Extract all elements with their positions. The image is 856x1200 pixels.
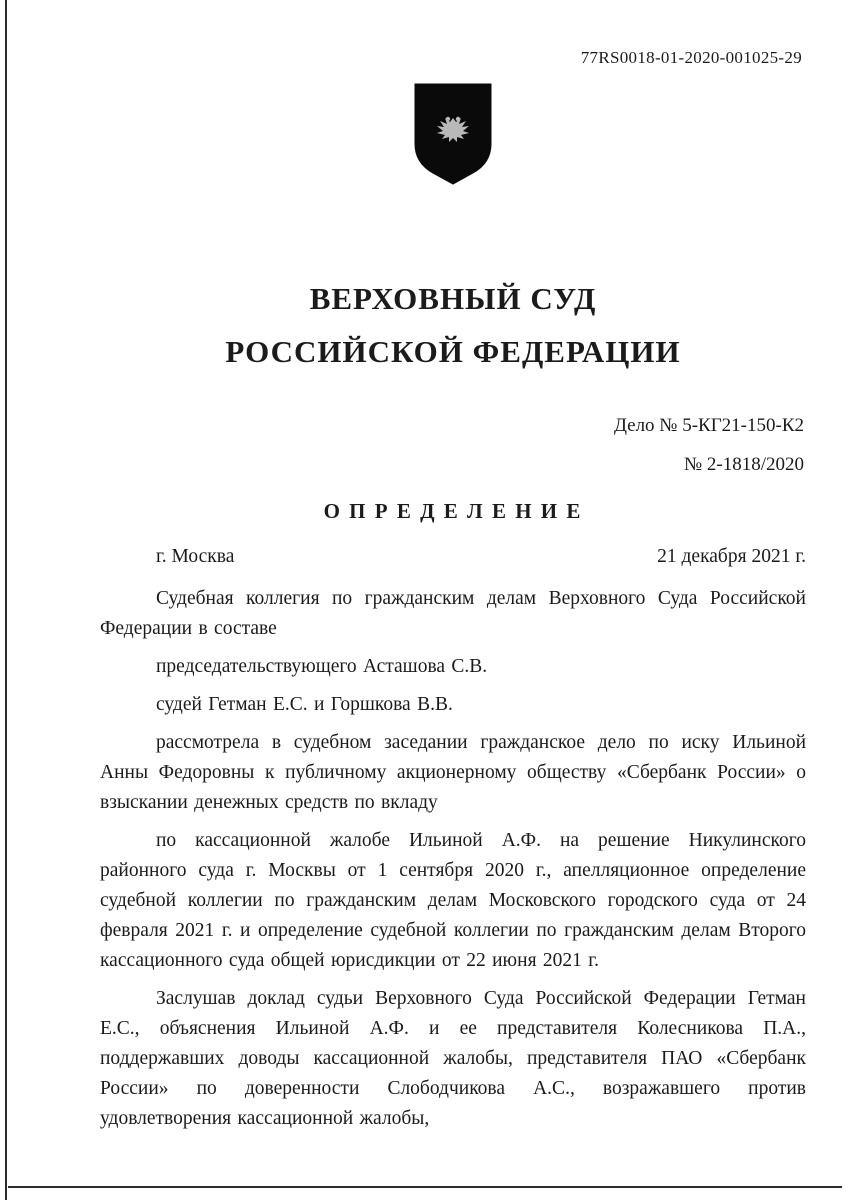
date-label: 21 декабря 2021 г. xyxy=(657,545,806,567)
body-paragraph: Судебная коллегия по гражданским делам Верховного Суда Российской Федерации в составе xyxy=(100,587,806,639)
body-paragraph: Заслушав доклад судьи Верховного Суда Российской Федерации Гетман Е.С., объяснения Ильиной А.Ф. и ее представителя Колесникова П.А., поддержавших доводы кассационной жалобы, представителя ПАО «Сбербанк России» по доверенности Слободчикова А.С., возражавшего против удовлетворения кассационной жалобы, xyxy=(100,987,806,1129)
body-paragraph: председательствующего Асташова С.В. xyxy=(156,655,488,677)
body-paragraph: по кассационной жалобе Ильиной А.Ф. на решение Никулинского районного суда г. Москвы от 1 сентября 2020 г., апелляционное определение судебной коллегии по гражданским делам Московского городского суда от 24 февраля 2021 г. и определение судебной коллегии по гражданским делам Второго кассационного суда общей юрисдикции от 22 июня 2021 г. xyxy=(100,829,806,971)
shield-eagle-icon xyxy=(407,80,499,188)
city-label: г. Москва xyxy=(156,545,235,567)
scan-edge-left xyxy=(5,0,7,1200)
court-name-line2: РОССИЙСКОЙ ФЕДЕРАЦИИ xyxy=(225,334,681,370)
case-number-block xyxy=(100,407,806,485)
body-paragraph: рассмотрела в судебном заседании гражданское дело по иску Ильиной Анны Федоровны к публичному акционерному обществу «Сбербанк России» о взыскании денежных средств по вкладу xyxy=(100,731,806,813)
document-body xyxy=(100,584,806,1134)
scan-edge-bottom xyxy=(8,1186,842,1188)
case-number-secondary: № 2-1818/2020 xyxy=(684,453,804,475)
document-registry-number: 77RS0018-01-2020-001025-29 xyxy=(580,48,802,67)
court-name-heading xyxy=(100,272,806,379)
city-date-row xyxy=(100,546,806,568)
document-type-heading: О П Р Е Д Е Л Е Н И Е xyxy=(323,498,583,523)
russia-coat-of-arms-emblem xyxy=(407,80,499,188)
case-number: Дело № 5-КГ21-150-К2 xyxy=(613,414,804,436)
body-paragraph: судей Гетман Е.С. и Горшкова В.В. xyxy=(156,693,453,715)
court-name-line1: ВЕРХОВНЫЙ СУД xyxy=(309,281,597,316)
